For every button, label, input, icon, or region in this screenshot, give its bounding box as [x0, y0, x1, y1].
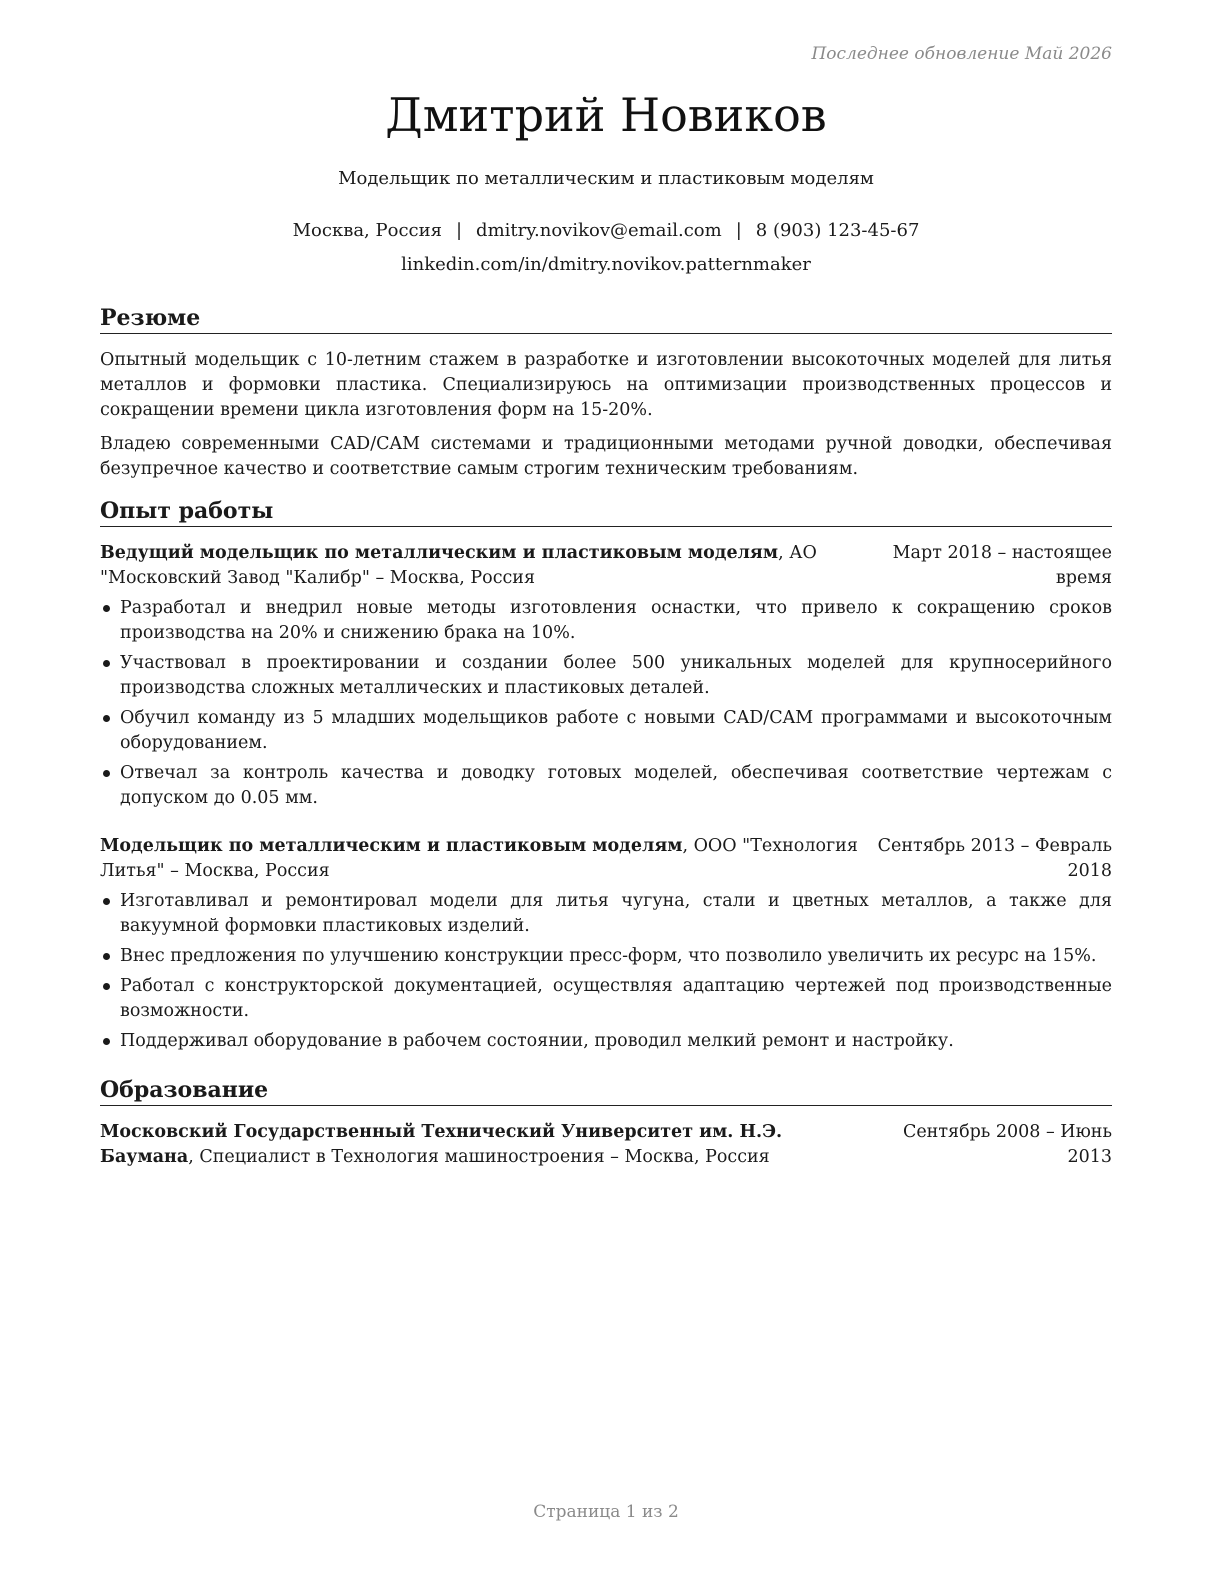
contact-email[interactable]: dmitry.novikov@email.com: [476, 220, 722, 241]
list-item: Участвовал в проектировании и создании более 500 уникальных моделей для крупносерийного производства сложных металлических и пластиковых деталей.: [100, 651, 1112, 701]
page-number: Страница 1 из 2: [533, 1502, 679, 1522]
education-dates: Сентябрь 2008 – Июнь 2013: [902, 1122, 1112, 1167]
list-item: Разработал и внедрил новые методы изготовления оснастки, что привело к сокращению сроков производства на 20% и снижению брака на 10%.: [100, 596, 1112, 646]
job-role-company: [100, 541, 860, 591]
list-item: Поддерживал оборудование в рабочем состоянии, проводил мелкий ремонт и настройку.: [100, 1029, 1112, 1054]
education-school: Московский Государственный Технический Университет им. Н.Э. Баумана: [100, 1122, 783, 1167]
list-item: Работал с конструкторской документацией, осуществляя адаптацию чертежей под производственные возможности.: [100, 974, 1112, 1024]
job-role: Ведущий модельщик по металлическим и пластиковым моделям: [100, 543, 779, 563]
summary-paragraph: Опытный модельщик с 10-летним стажем в разработке и изготовлении высокоточных моделей для литья металлов и формовки пластика. Специализируюсь на оптимизации производственных процессов и сокращении времени цикла изготовления форм на 15-20%.: [100, 350, 1112, 420]
list-item: Отвечал за контроль качества и доводку готовых моделей, обеспечивая соответствие чертежам с допуском до 0.05 мм.: [100, 761, 1112, 811]
job-role-company: [100, 834, 860, 884]
last-updated: Последнее обновление Май 2026: [811, 44, 1112, 64]
summary-paragraph: Владею современными CAD/CAM системами и традиционными методами ручной доводки, обеспечивая безупречное качество и соответствие самым строгим техническим требованиям.: [100, 434, 1112, 479]
job-bullets: [100, 596, 1112, 816]
job-bullets: [100, 889, 1112, 1059]
job-dates: Март 2018 – настоящее время: [892, 543, 1112, 588]
contact-location: Москва, Россия: [292, 220, 442, 241]
job-company: , АО "Московский Завод "Калибр" – Москва, Россия: [100, 543, 817, 588]
contact-separator: |: [735, 220, 742, 241]
education-school-degree: [100, 1120, 860, 1170]
candidate-name: Дмитрий Новиков: [385, 88, 827, 142]
contact-separator: |: [455, 220, 463, 241]
resume-page: [100, 0, 1112, 1584]
list-item: Внес предложения по улучшению конструкции пресс-форм, что позволило увеличить их ресурс на 15%.: [100, 944, 1112, 969]
contact-phone[interactable]: 8 (903) 123-45-67: [755, 220, 920, 241]
contact-line: [100, 220, 1112, 241]
candidate-title: Модельщик по металлическим и пластиковым моделям: [338, 168, 874, 189]
education-degree: , Специалист в Технология машиностроения – Москва, Россия: [188, 1147, 770, 1167]
section-heading-education: Образование: [100, 1077, 1112, 1106]
section-heading-experience: Опыт работы: [100, 498, 1112, 527]
section-heading-summary: Резюме: [100, 305, 1112, 334]
job-role: Модельщик по металлическим и пластиковым моделям: [100, 836, 683, 856]
job-header: [100, 541, 1112, 591]
education-header: [100, 1120, 1112, 1170]
job-company: , ООО "Технология Литья" – Москва, Россия: [100, 836, 858, 881]
job-header: [100, 834, 1112, 884]
list-item: Изготавливал и ремонтировал модели для литья чугуна, стали и цветных металлов, а также для вакуумной формовки пластиковых изделий.: [100, 889, 1112, 939]
list-item: Обучил команду из 5 младших модельщиков работе с новыми CAD/CAM программами и высокоточным оборудованием.: [100, 706, 1112, 756]
contact-linkedin[interactable]: linkedin.com/in/dmitry.novikov.patternmaker: [401, 254, 811, 275]
job-dates: Сентябрь 2013 – Февраль 2018: [877, 836, 1112, 881]
